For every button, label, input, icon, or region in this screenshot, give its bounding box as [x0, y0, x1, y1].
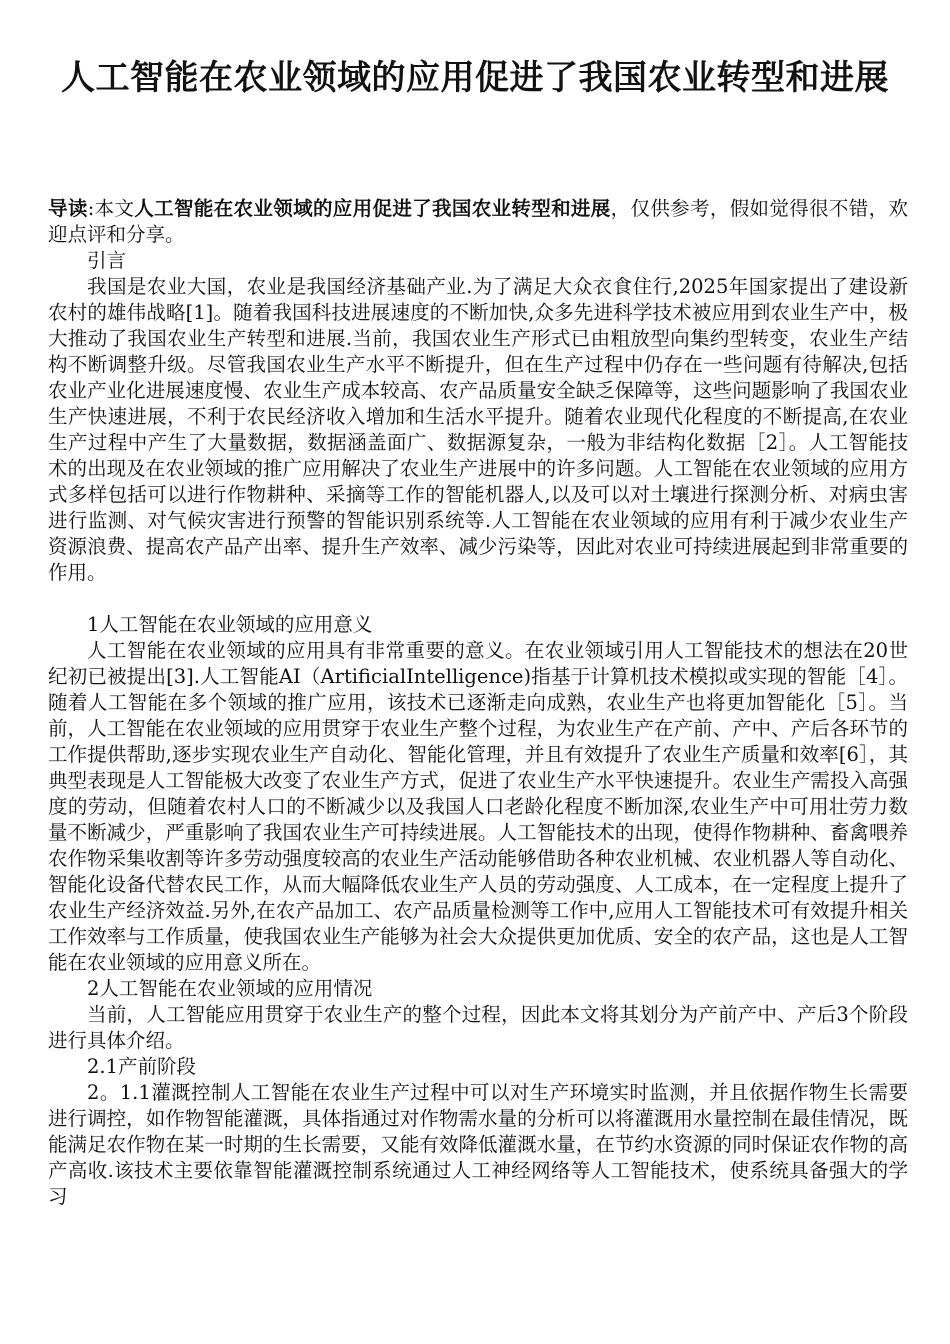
- lead-rest: ，仅供参考，假如觉得很不错，欢迎点评和分享。: [48, 197, 908, 246]
- section2-paragraph: 当前，人工智能应用贯穿于农业生产的整个过程，因此本文将其划分为产前产中、产后3个阶段进行具体介绍。: [48, 1003, 908, 1052]
- page-title: 人工智能在农业领域的应用促进了我国农业转型和进展: [61, 58, 889, 98]
- lead-paragraph: [48, 196, 908, 248]
- lead-intro: 本文: [94, 197, 135, 220]
- intro-paragraph: 我国是农业大国，农业是我国经济基础产业.为了满足大众衣食住行,2025年国家提出了建设新农村的雄伟战略[1]。随着我国科技进展速度的不断加快,众多先进科学技术被应用到农业生产中，极大推动了我国农业生产转型和进展.当前，我国农业生产形式已由粗放型向集约型转变，农业生产结构不断调整升级。尽管我国农业生产水平不断提升，但在生产过程中仍存在一些问题有待解决,包括农业产业化进展速度慢、农业生产成本较高、农产品质量安全缺乏保障等，这些问题影响了我国农业生产快速进展，不利于农民经济收入增加和生活水平提升。随着农业现代化程度的不断提高,在农业生产过程中产生了大量数据，数据涵盖面广、数据源复杂，一般为非结构化数据［2］。人工智能技术的出现及在农业领域的推广应用解决了农业生产进展中的许多问题。人工智能在农业领域的应用方式多样包括可以进行作物耕种、采摘等工作的智能机器人,以及可以对土壤进行探测分析、对病虫害进行监测、对气候灾害进行预警的智能识别系统等.人工智能在农业领域的应用有利于减少农业生产资源浪费、提高农产品产出率、提升生产效率、减少污染等，因此对农业可持续进展起到非常重要的作用。: [48, 275, 908, 584]
- paragraph-gap: [48, 586, 908, 612]
- section2-heading: 2人工智能在农业领域的应用情况: [87, 977, 373, 1000]
- section1-paragraph: 人工智能在农业领域的应用具有非常重要的意义。在农业领域引用人工智能技术的想法在20世纪初已被提出[3].人工智能AI（ArtificialIntelligence)指基于计算机技术模拟或实现的智能［4］。随着人工智能在多个领域的推广应用，该技术已逐渐走向成熟，农业生产也将更加智能化［5］。当前，人工智能在农业领域的应用贯穿于农业生产整个过程，为农业生产在产前、产中、产后各环节的工作提供帮助,逐步实现农业生产自动化、智能化管理，并且有效提升了农业生产质量和效率[6］，其典型表现是人工智能极大改变了农业生产方式，促进了农业生产水平快速提升。农业生产需投入高强度的劳动，但随着农村人口的不断减少以及我国人口老龄化程度不断加深,农业生产中可用壮劳力数量不断减少，严重影响了我国农业生产可持续进展。人工智能技术的出现，使得作物耕种、畜禽喂养农作物采集收割等许多劳动强度较高的农业生产活动能够借助各种农业机械、农业机器人等自动化、智能化设备代替农民工作，从而大幅降低农业生产人员的劳动强度、人工成本，在一定程度上提升了农业生产经济效益.另外,在农产品加工、农产品质量检测等工作中,应用人工智能技术可有效提升相关工作效率与工作质量，使我国农业生产能够为社会大众提供更加优质、安全的农产品，这也是人工智能在农业领域的应用意义所在。: [48, 639, 908, 974]
- lead-colon: :: [87, 197, 95, 220]
- lead-label: 导读: [48, 197, 88, 220]
- section2-1-heading: 2.1产前阶段: [87, 1055, 197, 1078]
- document-body: [48, 196, 908, 1210]
- section2-1-paragraph: 2。1.1灌溉控制人工智能在农业生产过程中可以对生产环境实时监测，并且依据作物生长需要进行调控，如作物智能灌溉，具体指通过对作物需水量的分析可以将灌溉用水量控制在最佳情况，既能满足农作物在某一时期的生长需要，又能有效降低灌溉水量，在节约水资源的同时保证农作物的高产高收.该技术主要依靠智能灌溉控制系统通过人工神经网络等人工智能技术，使系统具备强大的学习: [48, 1081, 908, 1208]
- intro-heading: 引言: [87, 249, 127, 272]
- lead-bold-title: 人工智能在农业领域的应用促进了我国农业转型和进展: [134, 197, 611, 220]
- section1-heading: 1人工智能在农业领域的应用意义: [87, 613, 373, 636]
